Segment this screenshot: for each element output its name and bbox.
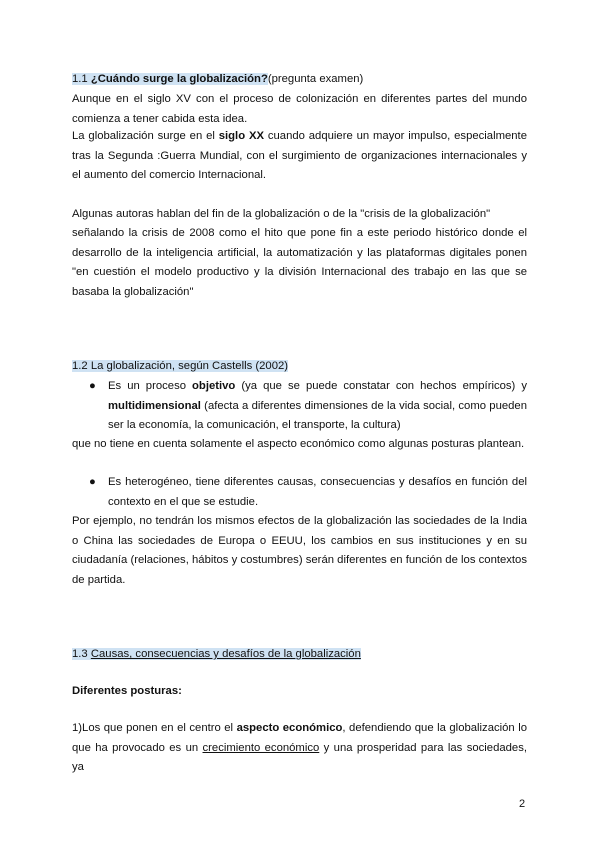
- heading-1-1: 1.1 ¿Cuándo surge la globalización?(pregunta examen): [72, 73, 364, 85]
- heading-link[interactable]: Causas, consecuencias y desafíos de la globalización: [90, 648, 361, 660]
- heading-1-3: [72, 645, 527, 665]
- heading-highlight: 1.3 Causas, consecuencias y desafíos de la globalización: [72, 648, 361, 660]
- paragraph-crisis-line1: Algunas autoras hablan del fin de la globalización o de la "crisis de la globalización": [72, 208, 491, 220]
- paragraph-colonizacion: Aunque en el siglo XV con el proceso de colonización en diferentes partes del mundo comienza a tener cabida esta idea.: [72, 93, 527, 125]
- paragraph-aspecto-economico-postura: 1)Los que ponen en el centro el aspecto económico, defendiendo que la globalización lo que ha provocado es un crecimiento económico y una prosperidad para las sociedades, ya: [72, 722, 528, 774]
- page-number: 2: [519, 798, 526, 810]
- paragraph-crisis-rest: señalando la crisis de 2008 como el hito que pone fin a este periodo histórico donde el desarrollo de la inteligencia artificial, la automatización y las plataformas digitales ponen "en cuestión el modelo productivo y la división Internacional des trabajo en las que se basaba la globalización": [72, 227, 527, 299]
- bullet-objetivo: Es un proceso objetivo (ya que se puede constatar con hechos empíricos) y multidimensional (afecta a diferentes dimensiones de la vida social, como pueden ser la economía, la comunicación, el transporte, la cultura): [108, 380, 527, 432]
- crecimiento-economico-link[interactable]: crecimiento económico: [202, 741, 320, 754]
- bullet-dot: ●: [89, 476, 96, 488]
- bullet-dot: ●: [89, 380, 96, 392]
- subheading-posturas: Diferentes posturas:: [72, 685, 182, 697]
- bullet-heterogeneo: Es heterogéneo, tiene diferentes causas, consecuencias y desafíos en función del contexto en el que se estudie.: [108, 476, 527, 508]
- heading-1-2: 1.2 La globalización, según Castells (2002): [72, 360, 289, 372]
- heading-highlight: 1.1 ¿Cuándo surge la globalización?: [72, 73, 268, 85]
- paragraph-aspecto-economico: que no tiene en cuenta solamente el aspecto económico como algunas posturas plantean.: [72, 438, 525, 450]
- paragraph-siglo-xx: La globalización surge en el siglo XX cuando adquiere un mayor impulso, especialmente tras la Segunda :Guerra Mundial, con el surgimiento de organizaciones internacionales y el aumento del comercio Internacional.: [72, 130, 527, 182]
- paragraph-ejemplo: Por ejemplo, no tendrán los mismos efectos de la globalización las sociedades de la India o China las sociedades de Europa o EEUU, los cambios en sus instituciones y en su ciudadanía (relaciones, hábitos y costumbres) serán diferentes en función de los contextos de partida.: [72, 515, 527, 587]
